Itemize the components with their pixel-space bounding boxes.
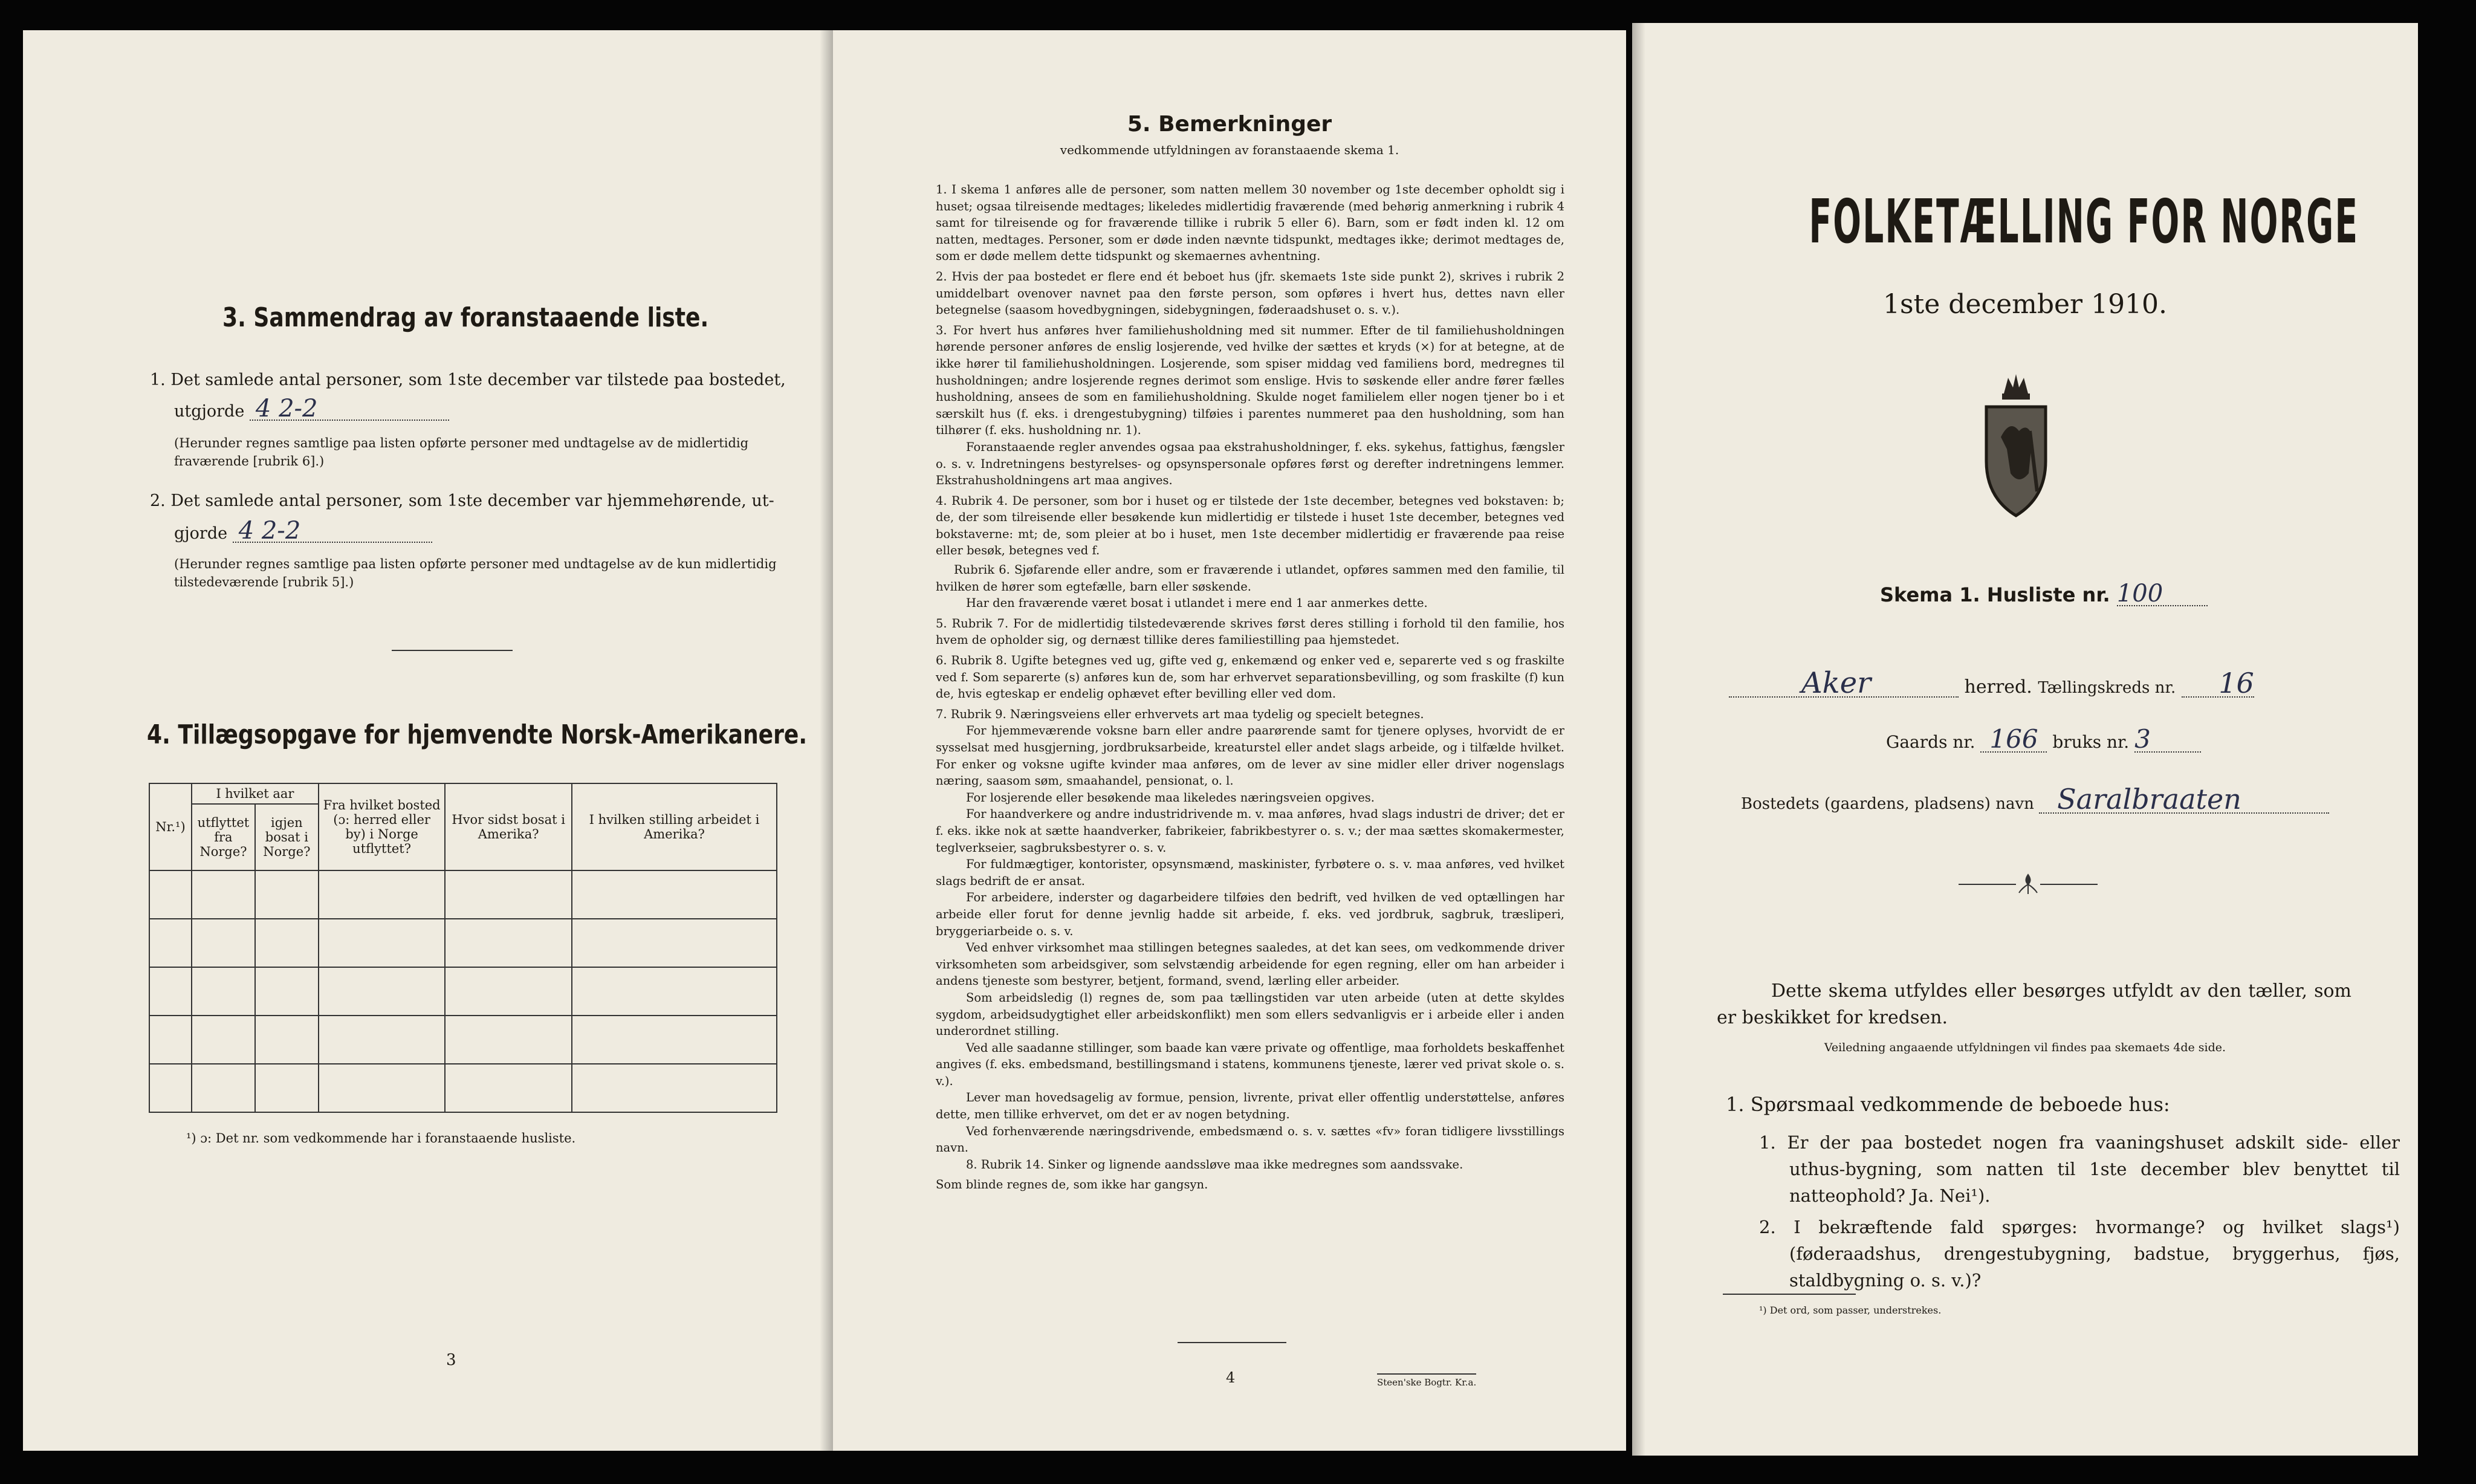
remark-paragraph: Som blinde regnes de, som ikke har gangsyn.: [936, 1178, 1208, 1192]
section-4-heading: 4. Tillægsopgave for hjemvendte Norsk-Amerikanere.: [147, 719, 808, 750]
page-middle: [833, 30, 1626, 1451]
summary-item-1-value: 4 2-2: [250, 398, 449, 421]
divider-rule: [392, 650, 513, 651]
form-date: 1ste december 1910.: [1882, 289, 2168, 320]
remark-paragraph: 6. Rubrik 8. Ugifte betegnes ved ug, gifte ved g, enkemænd og enker ved e, separerte ved s og fraskilte ved f. Som separerte (s) anføres kun de, som har erhvervet separationsbevilling, og som fraskilte (f) kun de, hvis egteskap er endelig ophævet efter bevilling eller ved dom.: [936, 653, 1564, 701]
page-number: 4: [1226, 1369, 1236, 1386]
footnote-rule: [1723, 1294, 1856, 1295]
remark-paragraph: Rubrik 6. Sjøfarende eller andre, som er fraværende i utlandet, opføres sammen med den familie, til hvilken de hører som egtefælle, barn eller søskende.: [936, 563, 1564, 594]
coat-of-arms-icon: [1977, 371, 2055, 530]
page-number: 3: [446, 1351, 456, 1369]
remark-paragraph: For losjerende eller besøkende maa likeledes næringsveien opgives.: [966, 790, 1375, 805]
skema-label: Skema 1. Husliste nr.: [1880, 583, 2110, 606]
remark-paragraph: 8. Rubrik 14. Sinker og lignende aandssløve maa ikke medregnes som aandssvake.: [966, 1157, 1463, 1171]
remark-paragraph: Som arbeidsledig (l) regnes de, som paa tællingstiden var uten arbeide (uten at dette skyldes sygdom, arbeidsudygtighet eller arbeidskonflikt) men som ellers sedvanligvis er i arbeide eller i anden underordnet stilling.: [936, 990, 1564, 1038]
skema-line: [1880, 582, 2208, 606]
remark-paragraph: For haandverkere og andre industridrivende m. v. maa anføres, hvad slags industri de driver; det er f. eks. ikke nok at sætte haandverker, fabrikeier, fabrikbestyrer o. s. v.; der maa sættes skomakermester, teglverkseier, sagbruksbestyrer o. s. v.: [936, 807, 1564, 855]
summary-item-2-line: [174, 517, 779, 545]
gaards-value: 166: [1980, 727, 2047, 753]
herred-label: herred.: [1964, 676, 2032, 698]
bruks-label: bruks nr.: [2052, 732, 2130, 752]
summary-item-1-note: (Herunder regnes samtlige paa listen opførte personer med undtagelse av de midlertidig fraværende [rubrik 6].): [174, 436, 749, 468]
remark-paragraph: Ved forhenværende næringsdrivende, embedsmænd o. s. v. sættes «fv» foran tidligere livsstillings navn.: [936, 1124, 1564, 1155]
norsk-amerikanere-table: [149, 783, 777, 1113]
col-header-igjen: igjen bosat i Norge?: [255, 804, 319, 870]
printer-mark: Steen'ske Bogtr. Kr.a.: [1377, 1373, 1476, 1388]
col-header-stilling: I hvilken stilling arbeidet i Amerika?: [572, 783, 777, 870]
table-footnote: ¹) ɔ: Det nr. som vedkommende har i foranstaaende husliste.: [186, 1131, 576, 1145]
remark-paragraph: 5. Rubrik 7. For de midlertidig tilstedeværende skrives først deres stilling i forhold til den familie, hos hvem de opholder sig, og dernæst tillike deres familiestilling paa hjemstedet.: [936, 616, 1564, 647]
section-3-heading: 3. Sammendrag av foranstaaende liste.: [222, 302, 709, 333]
col-header-hvor: Hvor sidst bosat i Amerika?: [445, 783, 572, 870]
summary-item-1-prefix: utgjorde: [174, 402, 245, 421]
bruks-value: 3: [2134, 727, 2201, 753]
col-header-fra: Fra hvilket bosted (ɔ: herred eller by) i Norge utflyttet?: [319, 783, 446, 870]
table-row: [149, 1064, 777, 1112]
remark-paragraph: Ved enhver virksomhet maa stillingen betegnes saaledes, at det kan sees, om vedkommende driver virksomheten som arbeidsgiver, som selvstændig arbeidende for egen regning, eller om han arbeider i andens tjeneste som bestyrer, betjent, formand, svend, lærling eller arbeider.: [936, 941, 1564, 988]
remark-paragraph: Lever man hovedsagelig av formue, pension, livrente, privat eller offentlig understøttelse, anføres dette, men tillike erhvervet, om det er av nogen betydning.: [936, 1090, 1564, 1122]
form-footnote: ¹) Det ord, som passer, understrekes.: [1759, 1304, 1942, 1316]
husliste-nr-value: 100: [2117, 582, 2208, 606]
remark-paragraph: For hjemmeværende voksne barn eller andre paarørende samt for tjenere oplyses, hvorvidt de er sysselsat med husgjerning, jordbruksarbeide, kreaturstel eller andet slags arbeide, og i tilfælde hvilket. For enker og voksne ugifte kvinder maa anføres, om de lever av sine midler eller driver nogenslags næring, saasom søm, smaahandel, pensionat, o. l.: [936, 724, 1564, 788]
remark-paragraph: Har den fraværende været bosat i utlandet i mere end 1 aar anmerkes dette.: [966, 596, 1428, 611]
page-fold-shadow: [820, 30, 833, 1451]
bosted-line: [1741, 783, 2329, 815]
remark-paragraph: 1. I skema 1 anføres alle de personer, som natten mellem 30 november og 1ste december opholdt sig i huset; ogsaa tilreisende medtages; likeledes midlertidig fraværende (med behørig anmerkning i rubrik 4 samt for tilreisende og for fraværende tillike i rubrik 5 eller 6). Barn, som er født inden kl. 12 om natten, medtages. Personer, som er døde inden nævnte tidspunkt, medtages ikke; derimot medtages de, som er døde mellem dette tidspunkt og skemaernes avhentning.: [936, 183, 1564, 264]
remark-paragraph: For fuldmægtiger, kontorister, opsynsmænd, maskinister, fyrbøtere o. s. v. maa anføres, ved hvilket slags bedrift de er ansat.: [936, 857, 1564, 888]
kreds-value: 16: [2182, 670, 2254, 698]
table-row: [149, 1016, 777, 1064]
summary-item-1-line: [174, 395, 779, 423]
herred-line: [1729, 666, 2394, 700]
remark-paragraph: 7. Rubrik 9. Næringsveiens eller erhvervets art maa tydelig og specielt betegnes.: [936, 707, 1424, 721]
question-1: 1. Er der paa bostedet nogen fra vaaningshuset adskilt side- eller uthus-bygning, som natten til 1ste december blev benyttet til natteophold? Ja. Nei¹).: [1759, 1132, 2400, 1206]
remark-paragraph: Foranstaaende regler anvendes ogsaa paa ekstrahusholdninger, f. eks. sykehus, fattighus, fængsler o. s. v. Indretningens bestyrelses- og opsynspersonale opføres først og derefter indretningens lemmer. Ekstrahusholdningens art maa angives.: [936, 439, 1564, 488]
question-2: 2. I bekræftende fald spørges: hvormange? og hvilket slags¹) (føderaadshus, drengestubygning, badstue, bryggerhus, fjøs, staldbygning o. s. v.)?: [1759, 1217, 2400, 1291]
table-row: [149, 870, 777, 919]
kreds-label: Tællingskreds nr.: [2038, 679, 2176, 697]
summary-item-2-note: (Herunder regnes samtlige paa listen opførte personer med undtagelse av de kun midlertidig tilstedeværende [rubrik 5].): [174, 557, 777, 589]
col-header-group: I hvilket aar: [192, 783, 319, 804]
summary-item-2-prefix: gjorde: [174, 524, 228, 543]
col-header-utflyttet: utflyttet fra Norge?: [192, 804, 255, 870]
remark-paragraph: Ved alle saadanne stillinger, som baade kan være private og offentlige, maa forholdets beskaffenhet angives (f. eks. embedsmand, bestillingsmand i statens, kommunens tjeneste, lærer ved privat skole o. s. v.).: [936, 1040, 1564, 1088]
ornament-divider-icon: [1959, 872, 2098, 899]
bosted-value: Saralbraaten: [2039, 786, 2329, 814]
remarks-subheading: vedkommende utfyldningen av foranstaaende skema 1.: [1060, 143, 1399, 157]
intro-text: Dette skema utfyldes eller besørges utfyldt av den tæller, som er beskikket for kredsen.: [1717, 980, 2351, 1028]
divider-rule: [1178, 1342, 1286, 1343]
remarks-heading: 5. Bemerkninger: [1127, 112, 1332, 137]
gaards-label: Gaards nr.: [1886, 732, 1975, 752]
table-header-row: [149, 783, 777, 804]
remark-paragraph: 3. For hvert hus anføres hver familiehusholdning med sit nummer. Efter de til familiehusholdningen hørende personer anføres de enslig losjerende, ved hvilke der sættes et kryds (×) for at betegne, at de ikke hører til familiehusholdningen. Losjerende, som spiser middag ved familiens bord, medregnes til husholdningen; andre losjerende regnes derimot som enslige. Hvis to søskende eller andre fører fælles husholdning, ansees de som en familiehusholdning. Skulde noget familielem eller nogen tjener bo i et særskilt hus (f. eks. i drengestubygning) tilføies i parentes nummeret paa den husholdning, som han tilhører (f. eks. husholdning nr. 1).: [936, 323, 1564, 438]
bosted-label: Bostedets (gaardens, pladsens) navn: [1741, 795, 2034, 813]
intro-small: Veiledning angaaende utfyldningen vil findes paa skemaets 4de side.: [1824, 1041, 2226, 1054]
summary-item-2-text: 2. Det samlede antal personer, som 1ste december var hjemmehørende, ut-: [150, 491, 774, 510]
remarks-body: [936, 181, 1564, 1193]
herred-value: Aker: [1729, 670, 1959, 698]
page-fold-shadow: [1632, 23, 1645, 1456]
table-row: [149, 967, 777, 1016]
questions-heading: 1. Spørsmaal vedkommende de beboede hus:: [1726, 1093, 2170, 1116]
col-header-nr: Nr.¹): [149, 783, 192, 870]
summary-item-2-value: 4 2-2: [233, 520, 432, 543]
table-row: [149, 919, 777, 967]
remark-paragraph: For arbeidere, inderster og dagarbeidere tilføies den bedrift, ved hvilken de ved optællingen har arbeide eller forut for denne jevnlig hadde sit arbeide, f. eks. ved jordbruk, sagbruk, træsliperi, bryggeriarbeide o. s. v.: [936, 890, 1564, 938]
page-right: [1632, 23, 2418, 1456]
summary-item-1-text: 1. Det samlede antal personer, som 1ste december var tilstede paa bostedet,: [150, 371, 786, 389]
gaards-line: [1886, 724, 2201, 754]
remark-paragraph: 2. Hvis der paa bostedet er flere end ét beboet hus (jfr. skemaets 1ste side punkt 2), skrives i rubrik 2 umiddelbart ovenover navnet paa den første person, som opføres i hvert hus, dettes navn eller betegnelse (saasom hovedbygningen, sidebygningen, føderaadshuset o. s. v.).: [936, 269, 1564, 317]
form-title: FOLKETÆLLING FOR NORGE: [1809, 186, 2359, 257]
page-left: [23, 30, 833, 1451]
remark-paragraph: 4. Rubrik 4. De personer, som bor i huset og er tilstede der 1ste december, betegnes ved bokstaven: b; de, der som tilreisende eller besøkende kun midlertidig er tilstede i huset 1ste december, betegnes ved bokstaverne: mt; de, som pleier at bo i huset, men 1ste december midlertidig er fraværende paa reise eller besøk, betegnes ved f.: [936, 493, 1564, 558]
